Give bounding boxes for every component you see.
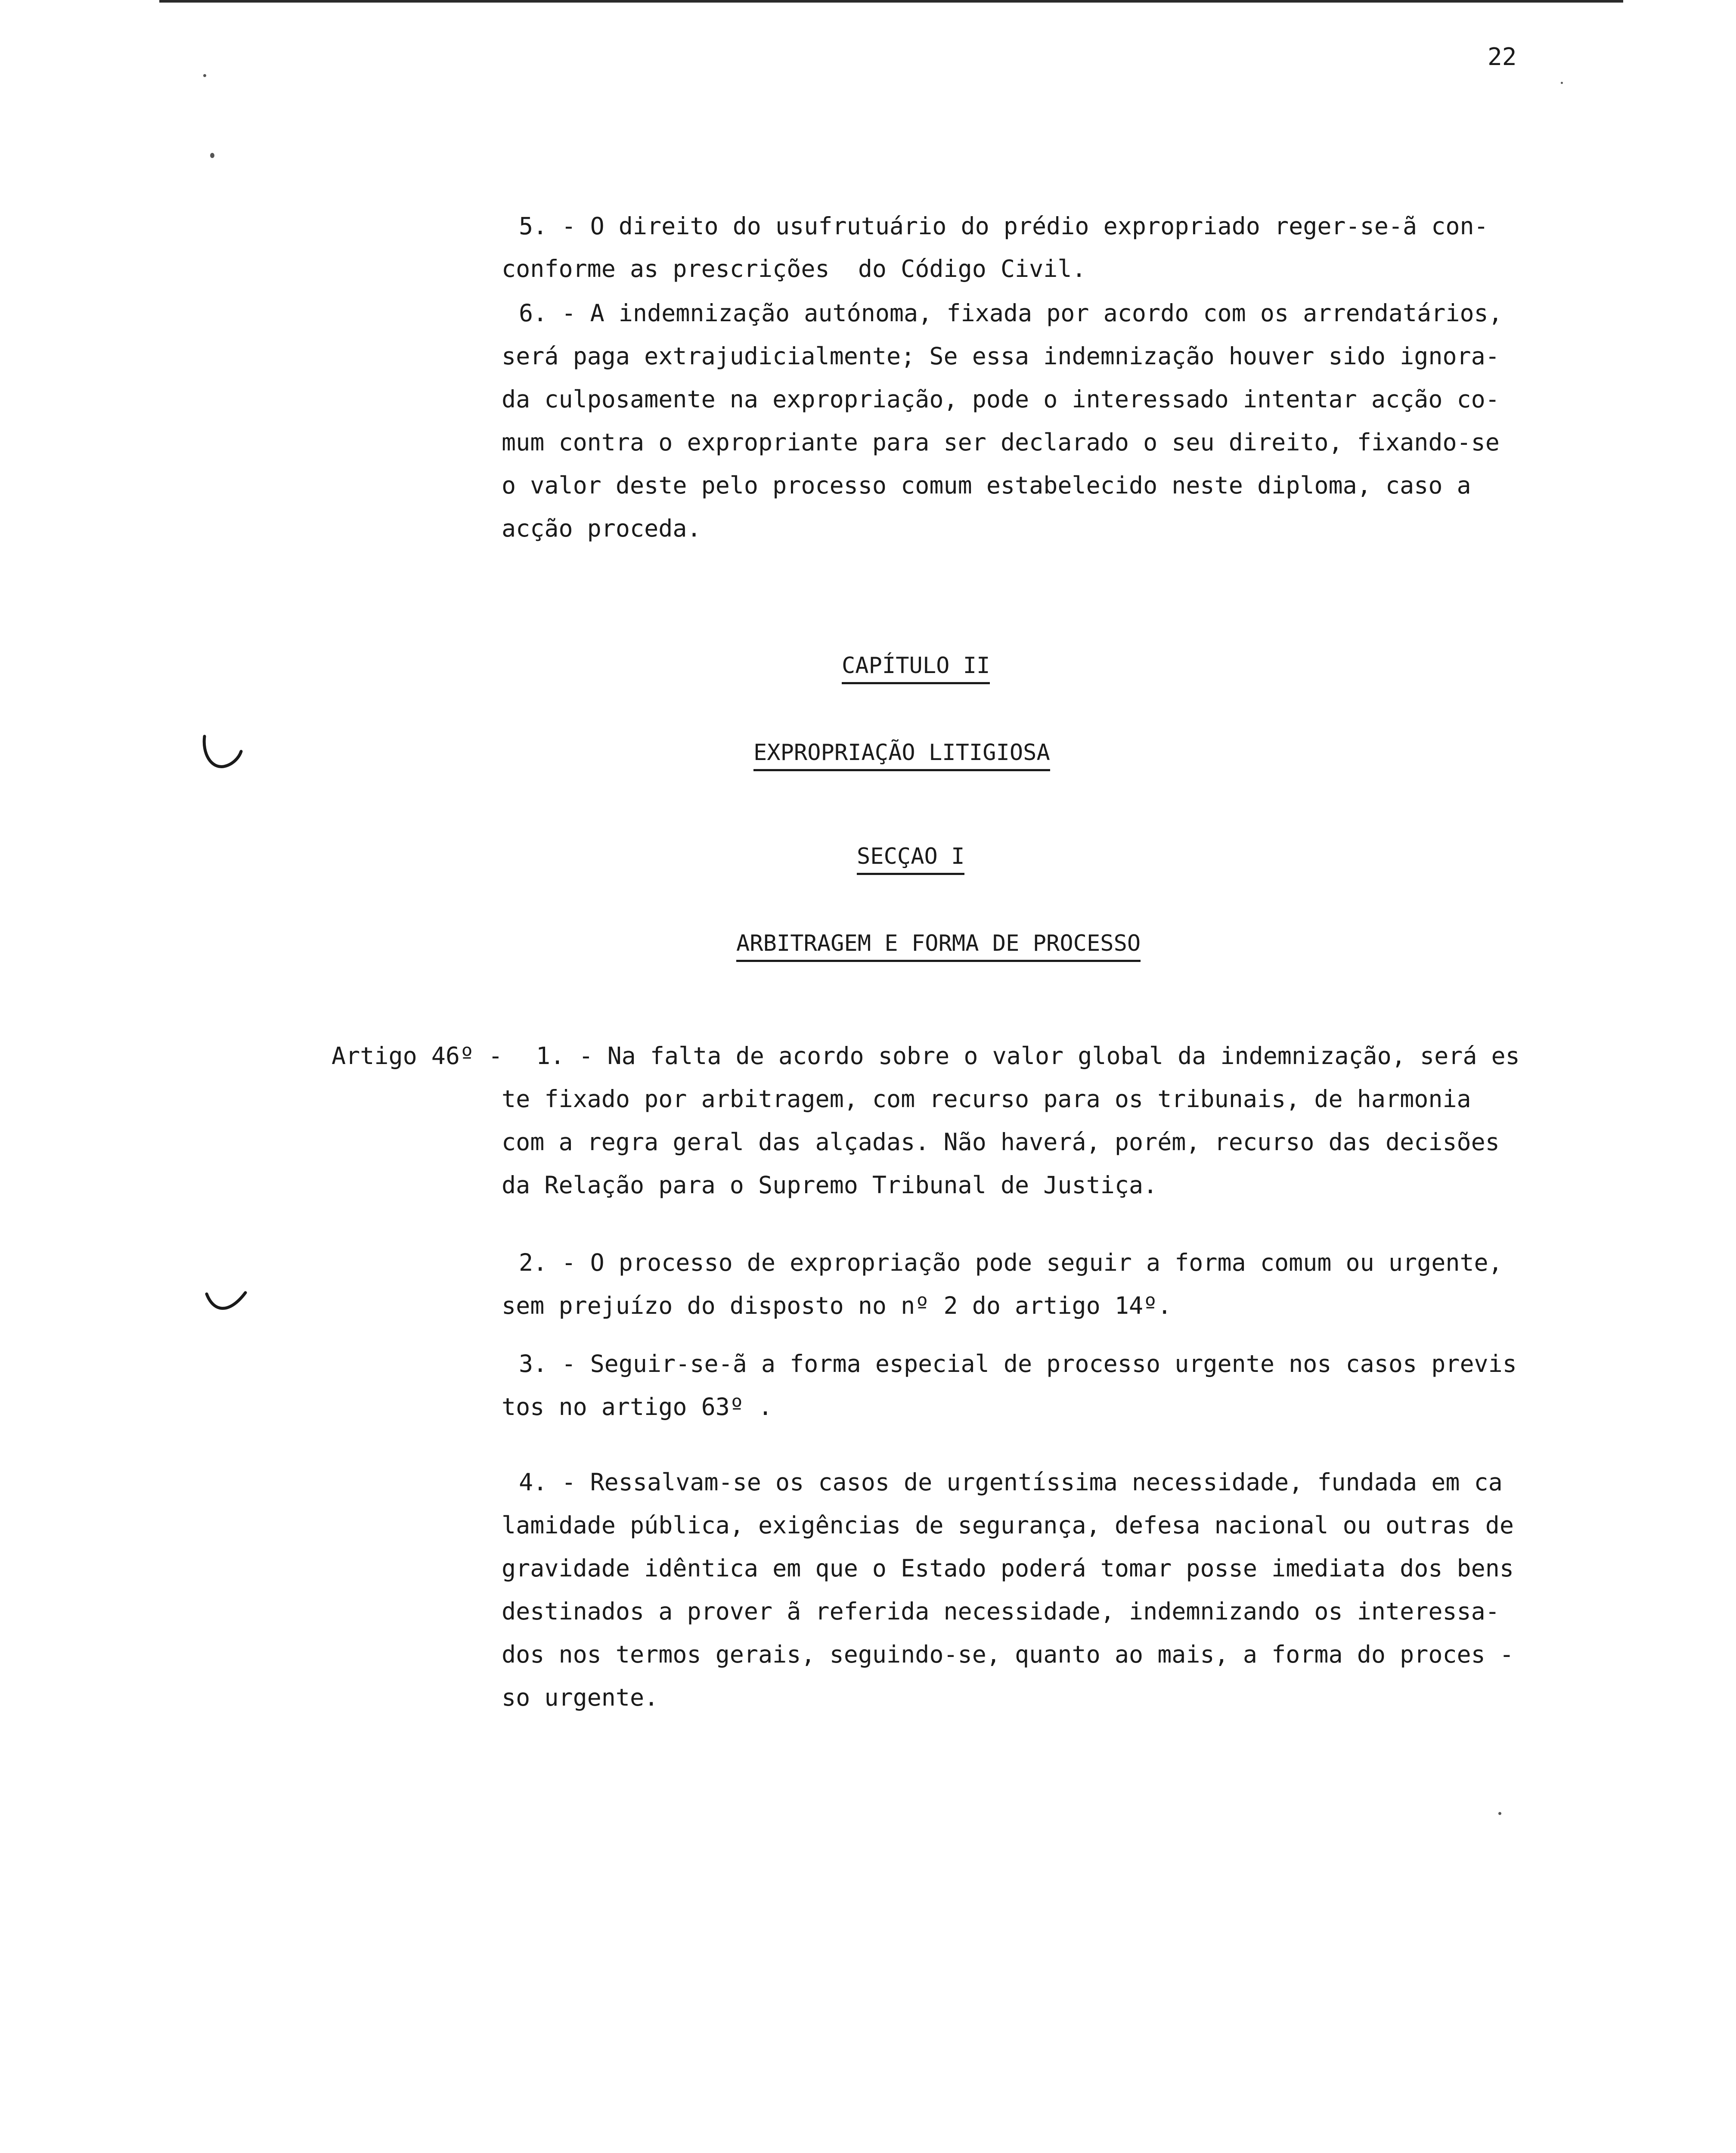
paragraph-6-line-3: da culposamente na expropriação, pode o interessado intentar acção co-	[502, 385, 1500, 413]
margin-check-mark	[198, 728, 245, 775]
article-label: Artigo 46º -	[332, 1042, 517, 1070]
paragraph-6-line-1: 6. - A indemnização autónoma, fixada por acordo com os arrendatários,	[519, 299, 1503, 327]
article-n2-line-2: sem prejuízo do disposto no nº 2 do artigo 14º.	[502, 1292, 1172, 1319]
top-border-line	[159, 0, 1623, 3]
article-n3-line-2: tos no artigo 63º .	[502, 1393, 773, 1421]
article-n1-line-1: 1. - Na falta de acordo sobre o valor global da indemnização, será es	[536, 1042, 1520, 1070]
article-n3-line-1: 3. - Seguir-se-ã a forma especial de processo urgente nos casos previs	[519, 1350, 1517, 1377]
article-n1-line-4: da Relação para o Supremo Tribunal de Justiça.	[502, 1171, 1158, 1199]
margin-check-mark	[202, 1287, 250, 1322]
scan-speck	[1498, 1812, 1501, 1815]
article-n1-line-2: te fixado por arbitragem, com recurso para os tribunais, de harmonia	[502, 1085, 1471, 1113]
paragraph-5-line-2: conforme as prescrições do Código Civil.	[502, 255, 1086, 282]
article-n2-line-1: 2. - O processo de expropriação pode seguir a forma comum ou urgente,	[519, 1249, 1503, 1276]
paragraph-6-line-6: acção proceda.	[502, 515, 701, 542]
section-heading: SECÇAO I	[857, 845, 964, 875]
article-n4-line-3: gravidade idêntica em que o Estado poderá tomar posse imediata dos bens	[502, 1554, 1514, 1582]
page-number: 22	[1488, 43, 1517, 71]
article-n4-line-4: destinados a prover ã referida necessidade, indemnizando os interessa-	[502, 1598, 1500, 1625]
scan-speck	[203, 74, 206, 77]
chapter-title-heading: EXPROPRIAÇÃO LITIGIOSA	[753, 741, 1050, 771]
section-title-heading: ARBITRAGEM E FORMA DE PROCESSO	[736, 932, 1141, 962]
paragraph-6-line-5: o valor deste pelo processo comum estabelecido neste diploma, caso a	[502, 472, 1471, 499]
paragraph-6-line-2: será paga extrajudicialmente; Se essa indemnização houver sido ignora-	[502, 342, 1500, 370]
article-n4-line-6: so urgente.	[502, 1684, 659, 1711]
paragraph-5-line-1: 5. - O direito do usufrutuário do prédio expropriado reger-se-ã con-	[519, 212, 1488, 240]
chapter-heading: CAPÍTULO II	[842, 655, 990, 684]
article-n4-line-1: 4. - Ressalvam-se os casos de urgentíssima necessidade, fundada em ca	[519, 1468, 1503, 1496]
scan-speck	[210, 153, 214, 158]
paragraph-6-line-4: mum contra o expropriante para ser declarado o seu direito, fixando-se	[502, 428, 1500, 456]
article-n4-line-5: dos nos termos gerais, seguindo-se, quanto ao mais, a forma do proces -	[502, 1641, 1514, 1668]
article-n4-line-2: lamidade pública, exigências de segurança, defesa nacional ou outras de	[502, 1511, 1514, 1539]
scan-speck	[1561, 82, 1563, 84]
article-n1-line-3: com a regra geral das alçadas. Não haverá, porém, recurso das decisões	[502, 1128, 1500, 1156]
